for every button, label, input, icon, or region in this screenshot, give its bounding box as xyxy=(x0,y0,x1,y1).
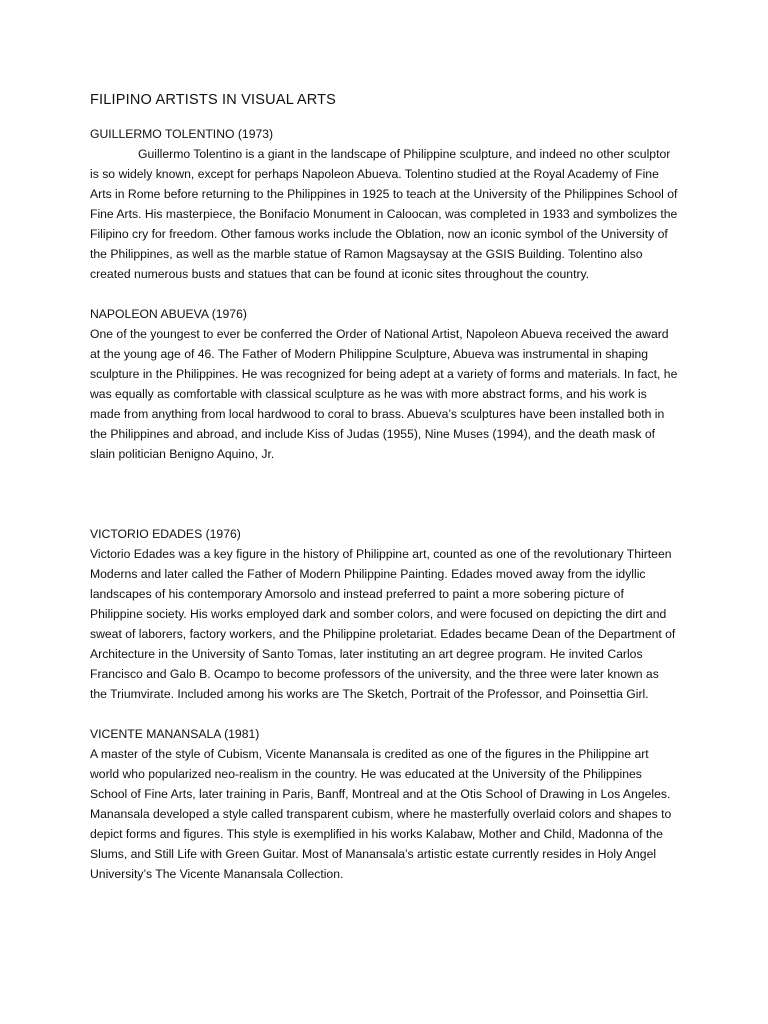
section-body: Guillermo Tolentino is a giant in the landscape of Philippine sculpture, and indeed no other sculptor is so widely known, except for perhaps Napoleon Abueva. Tolentino studied at the Royal Academy of Fine Arts in Rome before returning to the Philippines in 1925 to teach at the University of the Philippines School of Fine Arts. His masterpiece, the Bonifacio Monument in Caloocan, was completed in 1933 and symbolizes the Filipino cry for freedom. Other famous works include the Oblation, now an iconic symbol of the University of the Philippines, as well as the marble statue of Ramon Magsaysay at the GSIS Building. Tolentino also created numerous busts and statues that can be found at iconic sites throughout the country. xyxy=(90,147,678,281)
spacer xyxy=(90,284,678,304)
section-abueva xyxy=(90,304,678,464)
section-body: A master of the style of Cubism, Vicente Manansala is credited as one of the figures in the Philippine art world who popularized neo-realism in the country. He was educated at the University of the Philippines School of Fine Arts, later training in Paris, Banff, Montreal and at the Otis School of Drawing in Los Angeles. Manansala developed a style called transparent cubism, where he masterfully overlaid colors and shapes to depict forms and figures. This style is exemplified in his works Kalabaw, Mother and Child, Madonna of the Slums, and Still Life with Green Guitar. Most of Manansala’s artistic estate currently resides in Holy Angel University’s The Vicente Manansala Collection. xyxy=(90,747,672,881)
spacer xyxy=(90,704,678,724)
section-body: Victorio Edades was a key figure in the history of Philippine art, counted as one of the revolutionary Thirteen Moderns and later called the Father of Modern Philippine Painting. Edades moved away from the idyllic landscapes of his contemporary Amorsolo and instead preferred to paint a more sobering picture of Philippine society. His works employed dark and somber colors, and were focused on depicting the dirt and sweat of laborers, factory workers, and the Philippine proletariat. Edades became Dean of the Department of Architecture in the University of Santo Tomas, later instituting an art degree program. He invited Carlos Francisco and Galo B. Ocampo to become professors of the university, and the three were later known as the Triumvirate. Included among his works are The Sketch, Portrait of the Professor, and Poinsettia Girl. xyxy=(90,547,676,701)
section-heading: GUILLERMO TOLENTINO (1973) xyxy=(90,127,274,141)
section-heading: VICTORIO EDADES (1976) xyxy=(90,527,241,541)
section-tolentino xyxy=(90,124,678,284)
section-edades xyxy=(90,524,678,704)
section-heading: VICENTE MANANSALA (1981) xyxy=(90,727,260,741)
document-title: FILIPINO ARTISTS IN VISUAL ARTS xyxy=(90,92,337,108)
section-body: One of the youngest to ever be conferred the Order of National Artist, Napoleon Abueva received the award at the young age of 46. The Father of Modern Philippine Sculpture, Abueva was instrumental in shaping sculpture in the Philippines. He was recognized for being adept at a variety of forms and materials. In fact, he was equally as comfortable with classical sculpture as he was with more abstract forms, and his work is made from anything from local hardwood to coral to brass. Abueva’s sculptures have been installed both in the Philippines and abroad, and include Kiss of Judas (1955), Nine Muses (1994), and the death mask of slain politician Benigno Aquino, Jr. xyxy=(90,327,678,461)
section-manansala xyxy=(90,724,678,884)
section-heading: NAPOLEON ABUEVA (1976) xyxy=(90,307,247,321)
spacer xyxy=(90,464,678,524)
document-page xyxy=(90,90,678,884)
